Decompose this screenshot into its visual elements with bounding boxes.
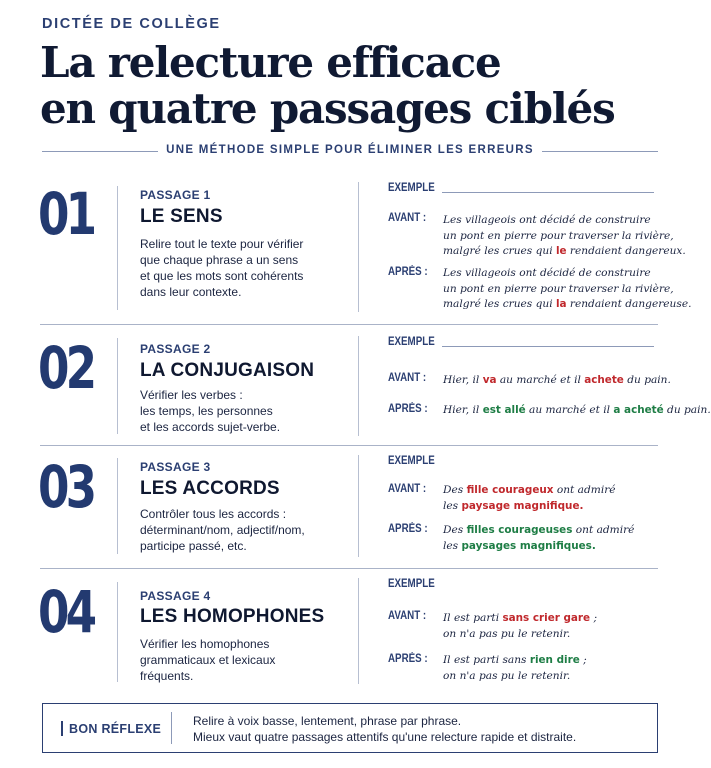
passage-label: PASSAGE 4 (140, 589, 211, 603)
example-line (443, 483, 616, 499)
apres-label: APRÈS : (388, 266, 428, 278)
passage-number: 01 (38, 180, 94, 248)
example-text: Hier, il (443, 404, 483, 416)
avant-example (443, 611, 597, 642)
kicker: DICTÉE DE COLLÈGE (42, 16, 221, 32)
divider (358, 455, 359, 557)
passage-label: PASSAGE 1 (140, 188, 211, 202)
passage-heading: LES ACCORDS (140, 478, 280, 499)
example-line (443, 244, 686, 260)
example-line (443, 213, 686, 229)
title-line-1: La relecture efficace (40, 38, 501, 87)
correction-highlight: paysages magnifiques. (461, 539, 596, 552)
example-text: malgré les crues qui (443, 298, 556, 310)
example-line (443, 282, 691, 298)
divider (117, 458, 118, 554)
avant-label: AVANT : (388, 212, 427, 224)
example-text: les (443, 539, 462, 552)
example-text: Hier, il (443, 374, 483, 386)
example-text: on n'a pas pu le retenir. (443, 627, 571, 640)
example-line (443, 627, 597, 643)
example-rule (442, 192, 654, 193)
example-text: ont admiré (553, 484, 616, 496)
divider (358, 182, 359, 312)
avant-label: AVANT : (388, 610, 427, 622)
apres-label: APRÈS : (388, 523, 428, 535)
divider (358, 336, 359, 436)
example-text: Les villageois ont décidé de construire (443, 214, 651, 226)
example-text: on n'a pas pu le retenir. (443, 669, 571, 682)
avant-example (443, 483, 616, 514)
description-line: Contrôler tous les accords : (140, 507, 287, 521)
description-line: participe passé, etc. (140, 539, 247, 553)
example-line (443, 653, 587, 669)
subtitle: UNE MÉTHODE SIMPLE POUR ÉLIMINER LES ERREURS (166, 144, 534, 156)
tip-marker (61, 721, 63, 736)
description-line: fréquents. (140, 669, 194, 683)
avant-example (443, 213, 686, 260)
example-text: malgré les crues qui (443, 245, 556, 257)
correction-highlight: rien dire (529, 654, 580, 666)
description-line: Vérifier les verbes : (140, 388, 243, 402)
tip-label: BON RÉFLEXE (69, 722, 162, 736)
apres-example (443, 653, 587, 684)
example-text: les (443, 499, 462, 512)
example-label: EXEMPLE (388, 455, 435, 467)
tip-line: Relire à voix basse, lentement, phrase par phrase. (193, 714, 462, 728)
description-line: Vérifier les homophones (140, 637, 270, 651)
tip-divider (171, 712, 172, 744)
example-text: Il est parti (443, 612, 503, 624)
error-highlight: sans crier gare (502, 612, 591, 624)
passage-number: 04 (38, 578, 94, 646)
tip-text (193, 713, 576, 745)
passage-label: PASSAGE 2 (140, 342, 211, 356)
example-text: ; (579, 654, 587, 666)
example-text: rendaient dangereux. (566, 245, 686, 257)
section-separator (40, 445, 658, 446)
passage-label: PASSAGE 3 (140, 460, 211, 474)
example-label: EXEMPLE (388, 182, 435, 194)
passage-heading: LA CONJUGAISON (140, 360, 315, 381)
example-text: du pain. (663, 404, 711, 416)
tip-box (42, 703, 658, 753)
description-line: déterminant/nom, adjectif/nom, (140, 523, 305, 537)
section-separator (40, 324, 658, 325)
example-line (443, 523, 634, 539)
example-text: au marché et il (496, 374, 585, 386)
section-separator (40, 568, 658, 569)
correction-highlight: a acheté (613, 404, 664, 416)
avant-example (443, 373, 671, 389)
passage-number: 02 (38, 334, 94, 402)
example-label: EXEMPLE (388, 578, 435, 590)
example-line (443, 499, 616, 515)
passage-description (140, 636, 340, 684)
error-highlight: le (555, 245, 567, 257)
example-line (443, 611, 597, 627)
correction-highlight: est allé (482, 404, 526, 416)
divider (117, 186, 118, 310)
passage-heading: LES HOMOPHONES (140, 606, 325, 627)
apres-label: APRÈS : (388, 403, 428, 415)
example-line (443, 297, 691, 313)
example-line (443, 229, 686, 245)
example-label: EXEMPLE (388, 336, 435, 348)
title-line-2: en quatre passages ciblés (40, 84, 615, 133)
example-rule (442, 346, 654, 347)
avant-label: AVANT : (388, 372, 427, 384)
passage-description (140, 387, 340, 435)
example-line (443, 373, 671, 389)
example-line (443, 539, 634, 555)
divider (117, 338, 118, 434)
description-line: dans leur contexte. (140, 285, 242, 299)
example-text: Des (443, 524, 467, 536)
tip-line: Mieux vaut quatre passages attentifs qu'une relecture rapide et distraite. (193, 730, 577, 744)
example-text: au marché et il (525, 404, 614, 416)
description-line: grammaticaux et lexicaux (140, 653, 276, 667)
apres-example (443, 403, 711, 419)
example-line (443, 403, 711, 419)
description-line: Relire tout le texte pour vérifier (140, 237, 304, 251)
example-text: Les villageois ont décidé de construire (443, 267, 651, 279)
divider (117, 582, 118, 682)
description-line: les temps, les personnes (140, 404, 273, 418)
description-line: que chaque phrase a un sens (140, 253, 299, 267)
example-text: un pont en pierre pour traverser la rivière, (443, 229, 674, 242)
description-line: et les accords sujet-verbe. (140, 420, 281, 434)
apres-example (443, 266, 691, 313)
passage-description (140, 236, 340, 300)
error-highlight: achete (584, 374, 624, 386)
divider (358, 578, 359, 684)
example-text: Il est parti sans (443, 654, 530, 666)
example-line (443, 266, 691, 282)
passage-number: 03 (38, 453, 94, 521)
example-text: rendaient dangereuse. (566, 298, 692, 310)
example-text: ; (590, 612, 598, 624)
example-text: un pont en pierre pour traverser la rivière, (443, 282, 674, 295)
error-highlight: paysage magnifique. (461, 499, 584, 512)
example-text: du pain. (623, 374, 671, 386)
error-highlight: fille courageux (466, 484, 554, 496)
passage-description (140, 506, 340, 554)
example-line (443, 669, 587, 685)
passage-heading: LE SENS (140, 206, 223, 227)
example-text: Des (443, 484, 467, 496)
apres-example (443, 523, 634, 554)
correction-highlight: filles courageuses (466, 524, 573, 536)
subtitle-rule-right (542, 151, 658, 152)
page-title (40, 40, 615, 132)
error-highlight: va (482, 374, 497, 386)
example-text: ont admiré (572, 524, 635, 536)
avant-label: AVANT : (388, 483, 427, 495)
description-line: et que les mots sont cohérents (140, 269, 304, 283)
apres-label: APRÈS : (388, 653, 428, 665)
error-highlight: la (555, 298, 567, 310)
